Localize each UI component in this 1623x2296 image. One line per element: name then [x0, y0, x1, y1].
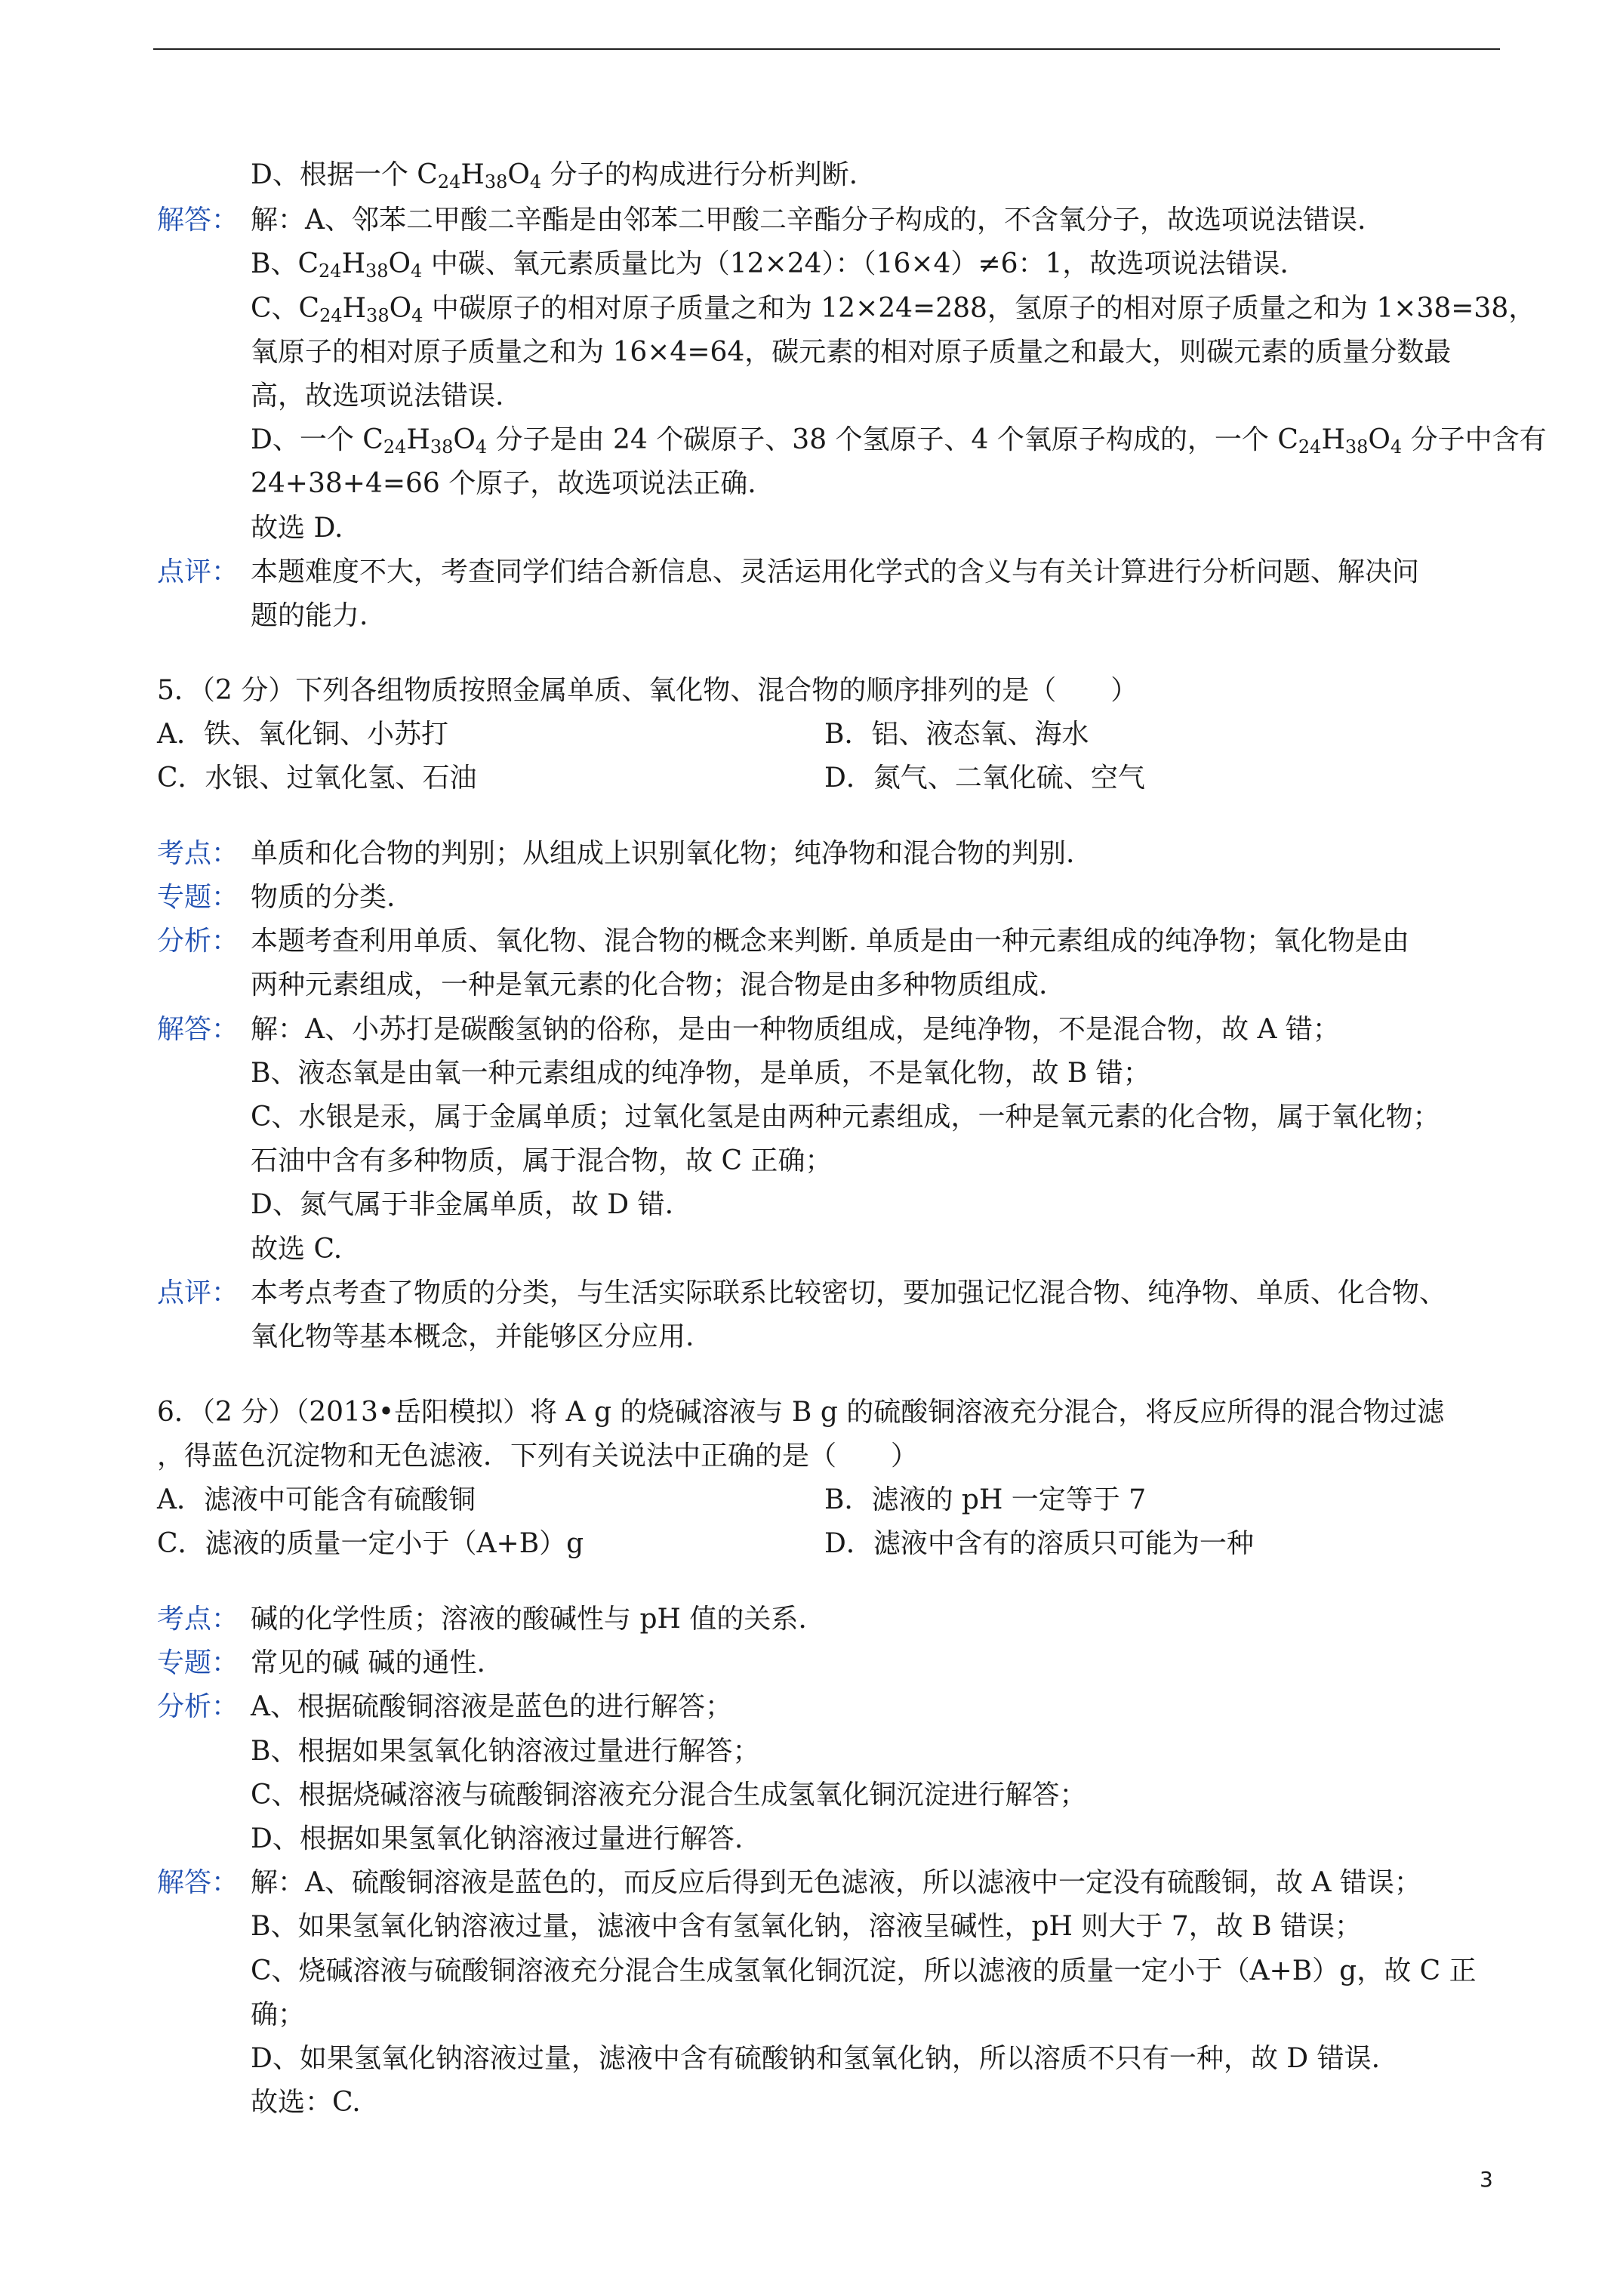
q4-answer-line: 解：A、邻苯二甲酸二辛酯是由邻苯二甲酸二辛酯分子构成的，不含氧分子，故选项说法错误. [251, 205, 1366, 236]
q5-kaodian-text: 单质和化合物的判别；从组成上识别氧化物；纯净物和混合物的判别. [251, 838, 1075, 869]
q6-fenxi-line: D、根据如果氢氧化钠溶液过量进行解答. [251, 1823, 744, 1854]
q5-comment-line: 本考点考查了物质的分类，与生活实际联系比较密切，要加强记忆混合物、纯净物、单质、化合物、 [251, 1277, 1447, 1308]
page-number: 3 [1480, 2167, 1493, 2192]
header-rule [153, 48, 1500, 50]
q5-option-d: D．氮气、二氧化硫、空气 [824, 763, 1145, 794]
q4-answer-line: 24+38+4=66 个原子，故选项说法正确. [251, 468, 756, 499]
q4-answer-line: C、$C_{24}H_{38}O_4$ 中碳原子的相对原子质量之和为 12×24=288，氢原子的相对原子质量之和为 1×38=38， [251, 293, 1536, 326]
q6-answer-line: C、烧碱溶液与硫酸铜溶液充分混合生成氢氧化铜沉淀，所以滤液的质量一定小于（A+B）g，故 C 正 [251, 1955, 1477, 1986]
q5-fenxi-label: 分析： [157, 926, 239, 957]
q6-stem: 6．（2 分）（2013•岳阳模拟）将 A g 的烧碱溶液与 B g 的硫酸铜溶液充分混合，将反应所得的混合物过滤 [157, 1397, 1445, 1428]
q5-zhuanti-label: 专题： [157, 882, 239, 913]
q6-stem: ，得蓝色沉淀物和无色滤液．下列有关说法中正确的是（ ） [157, 1441, 919, 1472]
q4-answer-line: D、一个 $C_{24}H_{38}O_4$ 分子是由 24 个碳原子、38 个氢原子、4 个氧原子构成的，一个 $C_{24}H_{38}O_4$ 分子中含有 [251, 424, 1547, 458]
q4-answer-line: 故选 D. [251, 513, 343, 544]
q5-option-c: C．水银、过氧化氢、石油 [157, 763, 477, 794]
q6-option-d: D．滤液中含有的溶质只可能为一种 [824, 1528, 1254, 1559]
q6-answer-label: 解答： [157, 1867, 239, 1898]
q4-comment-label: 点评： [157, 556, 239, 587]
q6-answer-line: B、如果氢氧化钠溶液过量，滤液中含有氢氧化钠，溶液呈碱性，pH 则大于 7，故 B 错误； [251, 1911, 1363, 1942]
q6-fenxi-line: C、根据烧碱溶液与硫酸铜溶液充分混合生成氢氧化铜沉淀进行解答； [251, 1780, 1087, 1811]
q4-comment-line: 本题难度不大，考查同学们结合新信息、灵活运用化学式的含义与有关计算进行分析问题、解决问 [251, 556, 1420, 587]
q6-answer-line: 确； [251, 1999, 306, 2030]
q6-kaodian-text: 碱的化学性质；溶液的酸碱性与 pH 值的关系. [251, 1604, 807, 1635]
q5-comment-label: 点评： [157, 1277, 239, 1308]
q5-answer-line: D、氮气属于非金属单质，故 D 错. [251, 1189, 674, 1220]
q5-fenxi-line: 本题考查利用单质、氧化物、混合物的概念来判断. 单质是由一种元素组成的纯净物；氧化物是由 [251, 926, 1409, 957]
q5-option-a: A．铁、氧化铜、小苏打 [157, 719, 448, 750]
q5-kaodian-label: 考点： [157, 838, 239, 869]
q4-answer-line: 氧原子的相对原子质量之和为 16×4=64，碳元素的相对原子质量之和最大，则碳元素的质量分数最 [251, 337, 1452, 368]
q6-kaodian-label: 考点： [157, 1604, 239, 1635]
q4-answer-line: B、$C_{24}H_{38}O_4$ 中碳、氧元素质量比为（12×24）：（16×4）≠6：1，故选项说法错误. [251, 248, 1289, 282]
q5-answer-line: 石油中含有多种物质，属于混合物，故 C 正确； [251, 1145, 833, 1176]
q5-answer-line: 解：A、小苏打是碳酸氢钠的俗称，是由一种物质组成，是纯净物，不是混合物，故 A 错； [251, 1014, 1340, 1045]
q5-answer-line: C、水银是汞，属于金属单质；过氧化氢是由两种元素组成，一种是氧元素的化合物，属于氧化物； [251, 1102, 1440, 1133]
q5-fenxi-line: 两种元素组成，一种是氧元素的化合物；混合物是由多种物质组成. [251, 969, 1048, 1000]
q6-fenxi-line: B、根据如果氢氧化钠溶液过量进行解答； [251, 1736, 760, 1767]
q6-option-a: A．滤液中可能含有硫酸铜 [157, 1484, 476, 1515]
q6-option-b: B．滤液的 pH 一定等于 7 [824, 1484, 1147, 1515]
q5-answer-line: B、液态氧是由氧一种元素组成的纯净物，是单质，不是氧化物，故 B 错； [251, 1058, 1150, 1089]
q6-answer-line: 解：A、硫酸铜溶液是蓝色的，而反应后得到无色滤液，所以滤液中一定没有硫酸铜，故 A 错误； [251, 1867, 1421, 1898]
q6-answer-line: 故选：C. [251, 2087, 361, 2118]
q5-answer-line: 故选 C. [251, 1234, 343, 1265]
q5-option-b: B．铝、液态氧、海水 [824, 719, 1089, 750]
q6-zhuanti-text: 常见的碱 碱的通性. [251, 1647, 485, 1678]
q6-answer-line: D、如果氢氧化钠溶液过量，滤液中含有硫酸钠和氢氧化钠，所以溶质不只有一种，故 D 错误. [251, 2043, 1381, 2074]
q5-comment-line: 氧化物等基本概念，并能够区分应用. [251, 1321, 694, 1352]
q6-fenxi-line: A、根据硫酸铜溶液是蓝色的进行解答； [251, 1691, 732, 1722]
q6-zhuanti-label: 专题： [157, 1647, 239, 1678]
q6-fenxi-label: 分析： [157, 1691, 239, 1722]
q4-answer-label: 解答： [157, 205, 239, 236]
q5-zhuanti-text: 物质的分类. [251, 882, 396, 913]
q4-answer-line: 高，故选项说法错误. [251, 381, 504, 411]
q4-analysis-d: D、根据一个 $C_{24}H_{38}O_4$ 分子的构成进行分析判断. [251, 159, 858, 193]
q5-answer-label: 解答： [157, 1014, 239, 1045]
q5-stem: 5．（2 分）下列各组物质按照金属单质、氧化物、混合物的顺序排列的是（ ） [157, 675, 1138, 706]
q4-comment-line: 题的能力. [251, 600, 368, 631]
q6-option-c: C．滤液的质量一定小于（A+B）g [157, 1528, 584, 1559]
